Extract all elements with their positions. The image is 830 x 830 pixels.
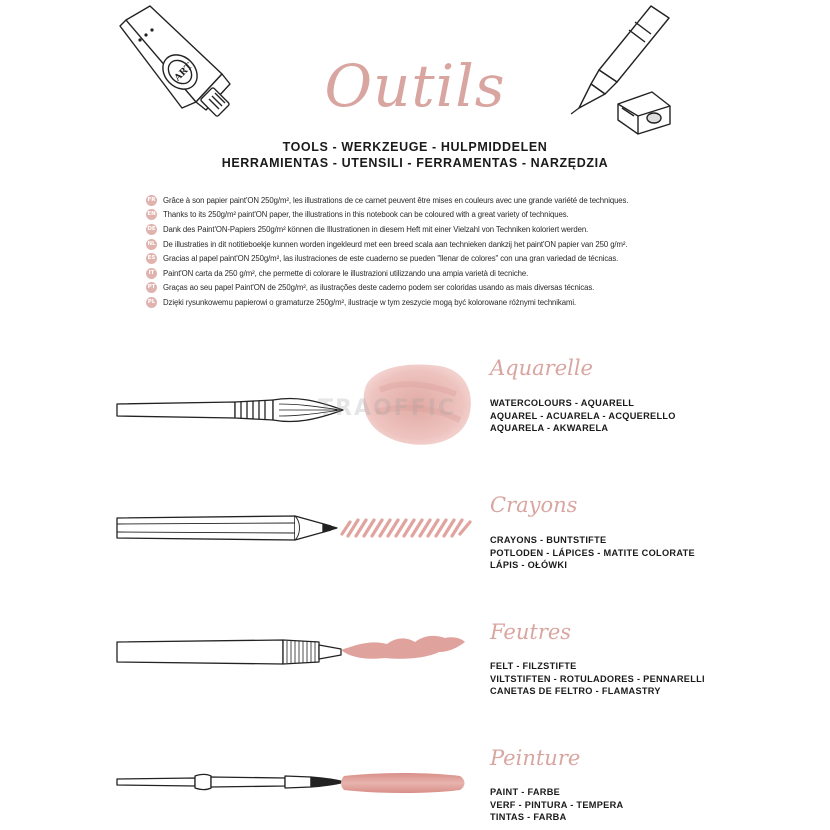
page-title: Outils	[324, 52, 506, 120]
language-list	[146, 193, 746, 310]
paint-tube-icon	[110, 6, 245, 126]
tool-translations-crayons	[490, 534, 695, 572]
language-item-es	[146, 251, 746, 266]
language-text: Graças ao seu papel Paint'ON de 250g/m², as ilustrações deste caderno podem ser coloridas usando as mais diversas técnicas.	[163, 283, 595, 293]
tool-translations-aquarelle	[490, 397, 676, 435]
subtitle-line-2: HERRAMIENTAS - UTENSILI - FERRAMENTAS - NARZĘDZIA	[221, 156, 609, 170]
language-text: Dzięki rysunkowemu papierowi o gramaturze 250g/m², ilustracje w tym zeszycie mogą być kolorowane różnymi technikami.	[163, 297, 577, 307]
flag-icon: PL	[146, 297, 157, 308]
language-item-pt	[146, 281, 746, 296]
tool-name-crayons: Crayons	[490, 493, 578, 517]
language-item-nl	[146, 237, 746, 252]
felt-swatch	[335, 630, 470, 666]
translation-line: AQUAREL - ACUARELA - ACQUERELLO	[490, 410, 676, 421]
sharpener-icon	[612, 86, 674, 136]
tool-name-aquarelle: Aquarelle	[490, 356, 593, 380]
language-item-fr	[146, 193, 746, 208]
flag-icon: DE	[146, 224, 157, 235]
translation-line: VERF - PINTURA - TEMPERA	[490, 799, 624, 810]
translation-line: AQUARELA - AKWARELA	[490, 423, 609, 433]
translation-line: FELT - FILZSTIFTE	[490, 661, 577, 671]
language-text: De illustraties in dit notitieboekje kunnen worden ingekleurd met een breed scala aan technieken dankzij het paint'ON papier van 250 g/m².	[163, 239, 628, 249]
felt-pen-icon	[115, 636, 347, 670]
translation-line: PAINT - FARBE	[490, 787, 561, 797]
language-item-de	[146, 222, 746, 237]
tool-translations-peinture	[490, 786, 623, 824]
subtitle-line-1: TOOLS - WERKZEUGE - HULPMIDDELEN	[282, 140, 548, 154]
translation-line: CANETAS DE FELTRO - FLAMASTRY	[490, 686, 661, 696]
flag-icon: NL	[146, 239, 157, 250]
flag-icon: PT	[146, 282, 157, 293]
translation-line: WATERCOLOURS - AQUARELL	[490, 398, 635, 408]
paint-swatch	[338, 768, 468, 798]
language-text: Dank des Paint'ON-Papiers 250g/m² können die Illustrationen in diesem Heft mit einer Vielzahl von Techniken koloriert werden.	[163, 224, 589, 234]
tool-name-feutres: Feutres	[490, 620, 572, 644]
flag-icon: EN	[146, 209, 157, 220]
tube-label: ART	[172, 61, 195, 84]
language-text: Gracias al papel paint'ON 250g/m², las ilustraciones de este cuaderno se pueden "llenar de colores" con una gran variedad de técnicas.	[163, 254, 619, 264]
translation-line: VILTSTIFTEN - ROTULADORES - PENNARELLI	[490, 673, 705, 684]
language-item-en	[146, 208, 746, 223]
pencil-icon	[115, 512, 340, 544]
tool-translations-feutres	[490, 660, 705, 698]
translation-line: LÁPIS - OŁÓWKI	[490, 560, 568, 570]
translation-line: POTLODEN - LÁPICES - MATITE COLORATE	[490, 547, 695, 558]
tool-name-peinture: Peinture	[490, 746, 581, 770]
flag-icon: IT	[146, 268, 157, 279]
translation-line: CRAYONS - BUNTSTIFTE	[490, 535, 607, 545]
language-item-pl	[146, 295, 746, 310]
language-text: Paint'ON carta da 250 g/m², che permette di colorare le illustrazioni utilizzando una ampia varietà di tecniche.	[163, 268, 529, 278]
language-text: Thanks to its 250g/m² paint'ON paper, the illustrations in this notebook can be coloured with a great variety of techniques.	[163, 210, 569, 220]
flag-icon: ES	[146, 253, 157, 264]
language-item-it	[146, 266, 746, 281]
flag-icon: FR	[146, 195, 157, 206]
watermark: TRAOFFIC	[318, 396, 457, 421]
translation-line: TINTAS - FARBA	[490, 812, 567, 822]
language-text: Grâce à son papier paint'ON 250g/m², les illustrations de ce carnet peuvent être mises en couleurs avec une grande variété de techniques.	[163, 195, 629, 205]
paint-brush-icon	[115, 770, 347, 794]
watercolour-brush-icon	[115, 392, 345, 432]
crayon-swatch	[338, 512, 478, 544]
